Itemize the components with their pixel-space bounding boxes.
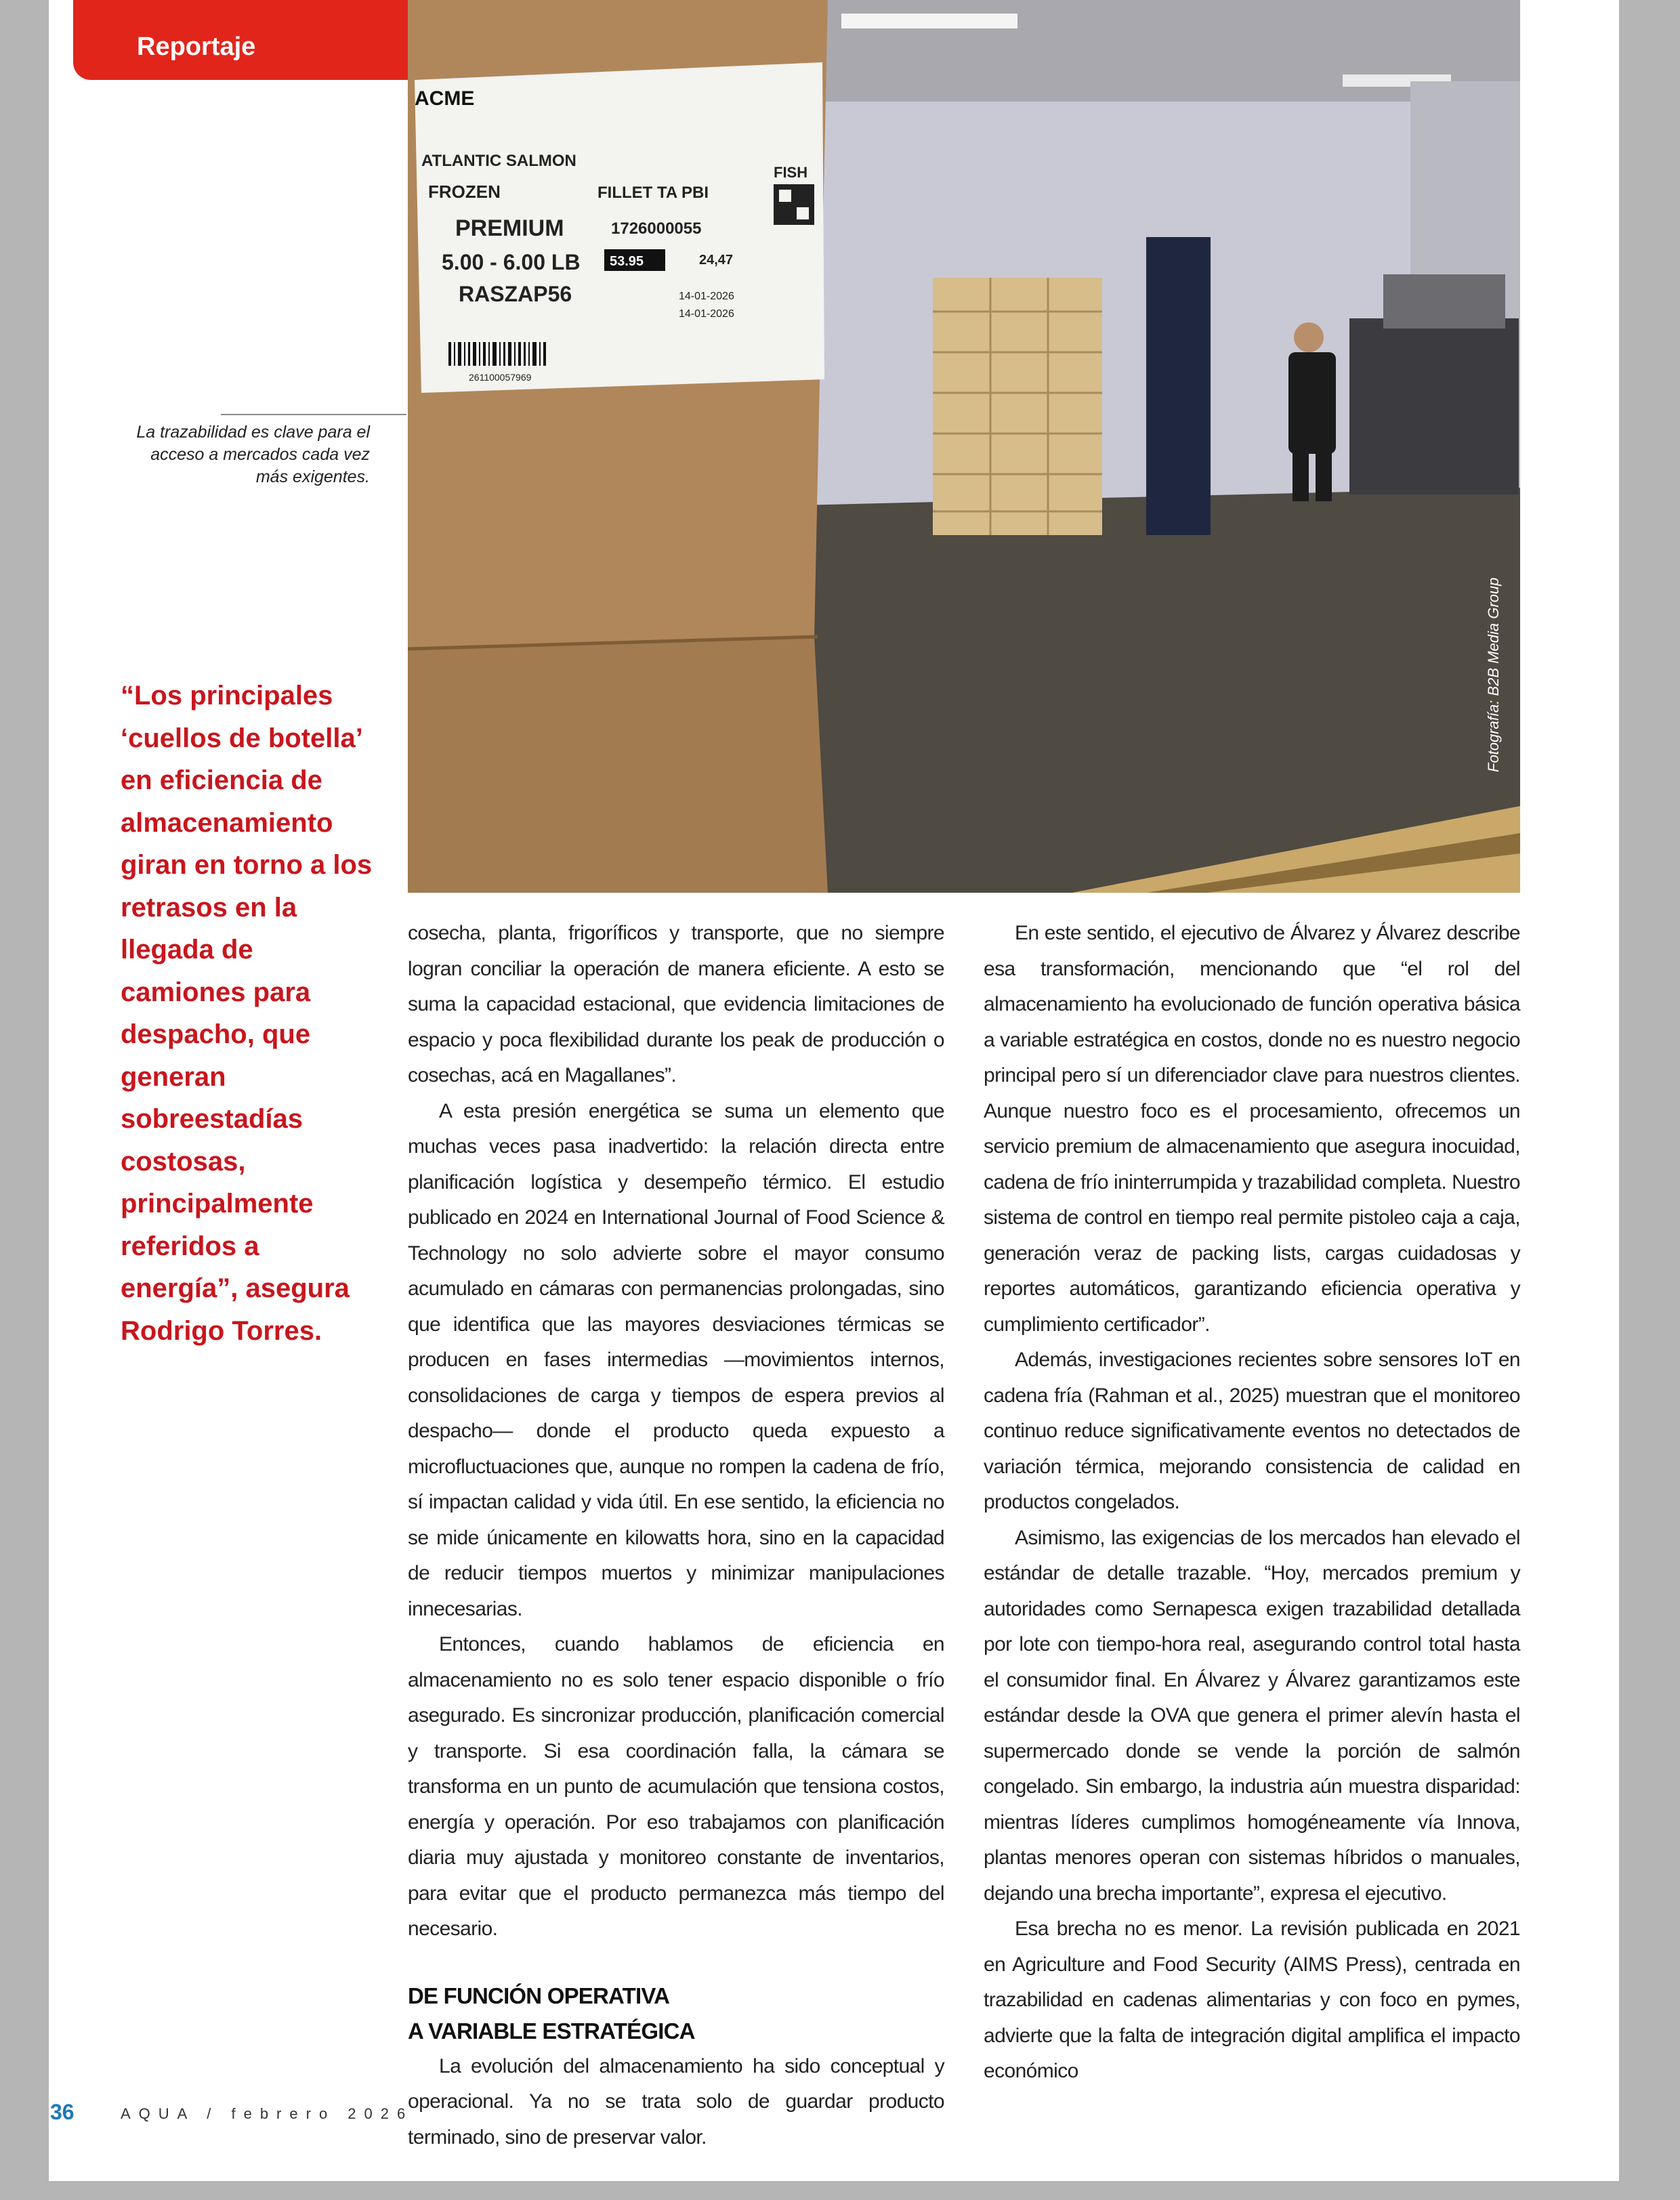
column-left — [408, 916, 944, 2155]
warehouse-photo — [408, 0, 1520, 893]
wrapping-machine — [1146, 237, 1211, 535]
left-paragraph-2: A esta presión energética se suma un elemento que muchas veces pasa inadvertido: la relación directa entre planificación logística y desempeño térmico. El estudio publicado en 2024 en International Journal of Food Science & Technology no solo advierte sobre el mayor consumo acumulado en cámaras con permanencias prolongadas, sino que identifica que las mayores desviaciones térmicas se producen en fases intermedias —movimientos internos, consolidaciones de carga y tiempos de espera previos al despacho— donde el producto queda expuesto a microfluctuaciones que, aunque no rompen la cadena de frío, sí impactan calidad y vida útil. En ese sentido, la eficiencia no se mide únicamente en kilowatts hora, sino en la capacidad de reducir tiempos muertos y minimizar manipulaciones innecesarias. — [408, 1099, 944, 1620]
label-brand: ACME — [415, 87, 475, 110]
label-cut: FILLET TA PBI — [597, 184, 709, 202]
subheading-line-1: DE FUNCIÓN OPERATIVA — [408, 1983, 670, 2008]
label-size: 5.00 - 6.00 LB — [442, 250, 581, 274]
processing-machine — [1349, 318, 1519, 494]
label-state: FROZEN — [428, 182, 501, 202]
cardboard-box-lower — [408, 637, 828, 893]
shipping-label — [415, 62, 824, 393]
left-paragraph-4: La evolución del almacenamiento ha sido conceptual y operacional. Ya no se trata solo de guardar producto terminado, sino de preservar valor. — [408, 2054, 944, 2149]
label-fish: FISH — [774, 164, 808, 181]
caption-rule — [221, 414, 406, 415]
magazine-issue: AQUA / febrero 2026 — [121, 2105, 414, 2122]
label-species: ATLANTIC SALMON — [421, 152, 576, 170]
ceiling-light — [841, 14, 1017, 28]
right-paragraph-2: Además, investigaciones recientes sobre sensores IoT en cadena fría (Rahman et al., 2025) muestran que el monitoreo continuo reduce significativamente eventos no detectados de variación térmica, mejorando consistencia de calidad en productos congelados. — [984, 1349, 1520, 1513]
label-weight-kg: 24,47 — [699, 253, 734, 268]
right-paragraph-1: En este sentido, el ejecutivo de Álvarez y Álvarez describe esa transformación, mencionando que “el rol del almacenamiento ha evolucionado de función operativa básica a variable estratégica en costos, donde no es nuestro negocio principal pero sí un diferenciador clave para nuestros clientes. Aunque nuestro foco es el procesamiento, ofrecemos un servicio premium de almacenamiento que asegura inocuidad, cadena de frío ininterrumpida y trazabilidad completa. Nuestro sistema de control en tiempo real permite pistoleo caja a caja, generación veraz de packing lists, cargas cuidadosas y reportes automáticos, garantizando eficiencia operativa y cumplimiento certificador”. — [984, 922, 1520, 1336]
photo-credit: Fotografía: B2B Media Group — [1485, 577, 1502, 772]
machine-hood — [1383, 274, 1505, 329]
label-date-2: 14-01-2026 — [679, 308, 734, 320]
section-tab — [73, 0, 458, 80]
page-number: 36 — [50, 2100, 75, 2124]
right-paragraph-3: Asimismo, las exigencias de los mercados han elevado el estándar de detalle trazable. “Hoy, mercados premium y autoridades como Sernapesca exigen trazabilidad detallada por lote con tiempo-hora real, asegurando control total hasta el consumidor final. En Álvarez y Álvarez garantizamos este estándar desde la OVA que genera el primer alevín hasta el supermercado donde se vende la porción de salmón congelado. Sin embargo, la industria aún muestra disparidad: mientras líderes cumplimos homogéneamente vía Innova, plantas menores operan con sistemas híbridos o manuales, dejando una brecha importante”, expresa el ejecutivo. — [984, 1526, 1520, 1905]
right-paragraph-4: Esa brecha no es menor. La revisión publicada en 2021 en Agriculture and Food Security (AIMS Press), centrada en trazabilidad en cadenas alimentarias y con foco en pymes, advierte que la falta de integración digital amplifica el impacto económico — [984, 1918, 1520, 2082]
warehouse-photo-illustration — [408, 0, 1520, 893]
label-lot: RASZAP56 — [459, 282, 572, 306]
photo-caption: La trazabilidad es clave para el acceso a mercados cada vez más exigentes. — [136, 423, 370, 486]
column-right — [984, 916, 1520, 2090]
section-label: Reportaje — [137, 33, 256, 61]
stacked-boxes — [933, 278, 1102, 535]
label-code: 1726000055 — [611, 219, 702, 238]
pull-quote: “Los principales ‘cuellos de botella’ en eficiencia de almacenamiento giran en torno a los retrasos en la llegada de camiones para despacho, que generan sobreestadías costosas, principalmente referidos a energía”, asegura Rodrigo Torres. — [121, 681, 373, 1346]
left-paragraph-1: cosecha, planta, frigoríficos y transporte, que no siempre logran conciliar la operación de manera eficiente. A esto se suma la capacidad estacional, que evidencia limitaciones de espacio y poca flexibilidad durante los peak de producción o cosechas, acá en Magallanes”. — [408, 922, 944, 1086]
barcode-number: 261100057969 — [469, 372, 532, 383]
subheading — [408, 1979, 944, 2049]
label-weight-lb: 53.95 — [610, 254, 644, 269]
label-grade: PREMIUM — [455, 215, 564, 241]
left-paragraph-3: Entonces, cuando hablamos de eficiencia en almacenamiento no es solo tener espacio disponible o frío asegurado. Es sincronizar producción, planificación comercial y transporte. Si esa coordinación falla, la cámara se transforma en un punto de acumulación que tensiona costos, energía y operación. Por eso trabajamos con planificación diaria muy ajustada y monitoreo constante de inventarios, para evitar que el producto permanezca más tiempo del necesario. — [408, 1633, 944, 1940]
subheading-line-2: A VARIABLE ESTRATÉGICA — [408, 2018, 695, 2044]
label-date-1: 14-01-2026 — [679, 291, 734, 302]
